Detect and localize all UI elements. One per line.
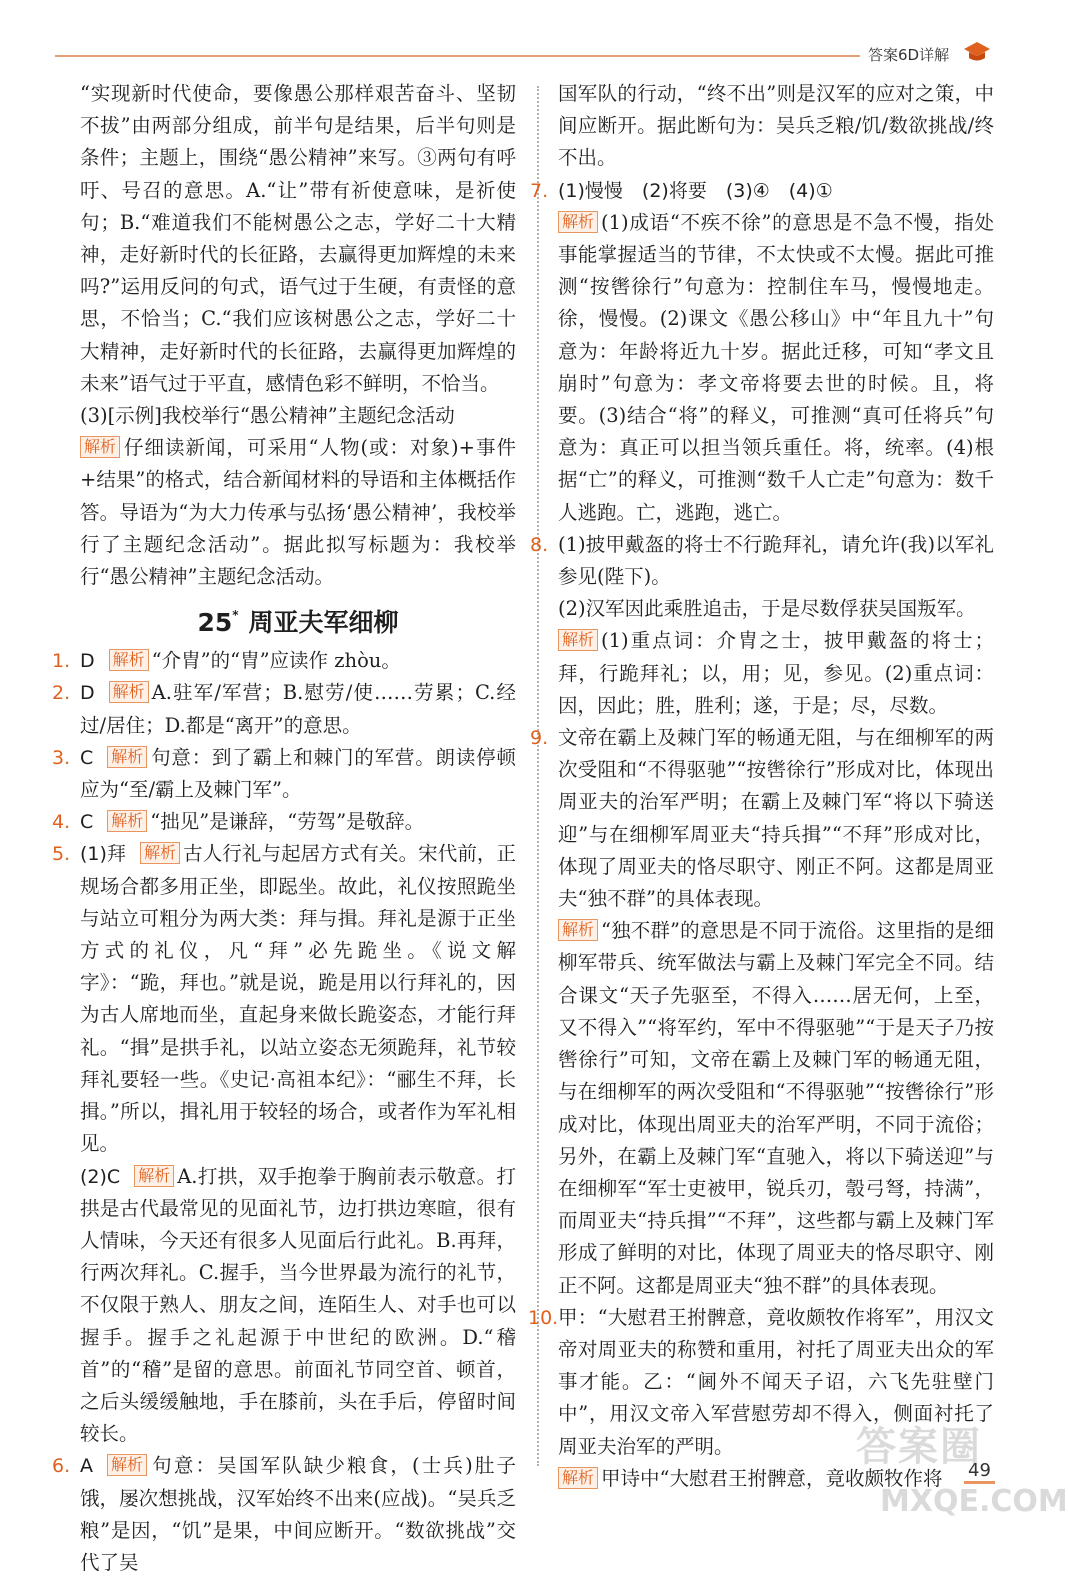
paragraph: 解析 (1)重点词：介胄之士，披甲戴盔的将士；拜，行跪拜礼；以，用；见，参见。(2)重点词：因，因此；胜，胜利；遂，于是；尽，尽数。: [558, 629, 994, 717]
question-5-part-2: (2)C 解析 A.打拱，双手抱拳于胸前表示敬意。打拱是古代最常见的见面礼节，边打拱边寒暄，很有人情味，今天还有很多人见面后行此礼。B.再拜，行两次拜礼。C.握手，当今世界最为流行的礼节，不仅限于熟人、朋友之间，连陌生人、对手也可以握手。握手之礼起源于中世纪的欧洲。D.“稽首”的“稽”是留的意思。前面礼节同空首、顿首，之后头缓缓触地，手在膝前，头在手后，停留时间较长。: [80, 1164, 516, 1446]
analysis-tag: 解析: [107, 810, 147, 832]
header-label: 答案6D详解: [868, 46, 950, 64]
header-rule: [55, 55, 860, 57]
right-column: [528, 78, 994, 1495]
analysis-tag: 解析: [107, 746, 147, 768]
paragraph: 解析 仔细读新闻，可采用“人物(或：对象)+事件+结果”的格式，结合新闻材料的导语和主体概括作答。导语为“为大力传承与弘扬‘愚公精神’，我校举行了主题纪念活动”。据此拟写标题为：我校举行“愚公精神”主题纪念活动。: [80, 436, 516, 589]
lesson-title: [80, 597, 516, 641]
question-6: 6. A 解析 句意：吴国军队缺少粮食，(士兵)肚子饿，屡次想挑战，汉军始终不出来(应战)。“吴兵乏粮”是因，“饥”是果，中间应断开。“数欲挑战”交代了吴: [52, 1454, 516, 1574]
analysis-tag: 解析: [109, 649, 149, 671]
lesson-star: *: [232, 608, 239, 623]
paragraph: 解析 甲诗中“大慰君王拊髀意，竟收颇牧作将: [558, 1463, 994, 1495]
analysis-tag: 解析: [107, 1454, 147, 1476]
lesson-number: 25: [197, 608, 233, 638]
paragraph: (2)汉军因此乘胜追击，于是尽数俘获吴国叛军。: [558, 597, 976, 621]
watermark-url: MXQE.COM: [880, 1484, 1068, 1519]
column-divider: [537, 86, 539, 1466]
question-9: 9. 文帝在霸上及棘门军的畅通无阻，与在细柳军的两次受阻和“不得驱驰”“按辔徐行”形成对比，体现出周亚夫的治军严明；在霸上及棘门军“将以下骑送迎”与在细柳军周亚夫“持兵揖”“不拜”形成对比，体现了周亚夫的恪尽职守、刚正不阿。这都是周亚夫“独不群”的具体表现。: [530, 726, 994, 911]
lesson-name: 周亚夫军细柳: [248, 608, 399, 638]
paragraph: “实现新时代使命，要像愚公那样艰苦奋斗、坚韧不拔”由两部分组成，前半句是结果，后半句则是条件；主题上，围绕“愚公精神”来写。③两句有呼吁、号召的意思。A.“让”带有祈使意味，是祈使句；B.“难道我们不能树愚公之志，学好二十大精神，走好新时代的长征路，去赢得更加辉煌的未来吗?”运用反问的句式，语气过于生硬，有责怪的意思，不恰当；C.“我们应该树愚公之志，学好二十大精神，走好新时代的长征路，去赢得更加辉煌的未来”语气过于平直，感情色彩不鲜明，不恰当。: [80, 82, 516, 395]
paragraph: (3)[示例]我校举行“愚公精神”主题纪念活动: [80, 404, 455, 428]
page-number: 49: [964, 1460, 995, 1484]
question-2: 2. D 解析 A.驻军/军营；B.慰劳/使……劳累；C.经过/居住；D.都是“离开”的意思。: [52, 681, 516, 737]
question-10: 10. 甲：“大慰君王拊髀意，竟收颇牧作将军”，用汉文帝对周亚夫的称赞和重用，衬托了周亚夫出众的军事才能。乙：“阃外不闻天子诏，六飞先驻壁门中”，用汉文帝入军营慰劳却不得入，侧面衬托了周亚夫治军的严明。: [528, 1305, 994, 1458]
question-5: 5. (1)拜 解析 古人行礼与起居方式有关。宋代前，正规场合都多用正坐，即跽坐。故此，礼仪按照跪坐与站立可粗分为两大类：拜与揖。拜礼是源于正坐方式的礼仪，凡“拜”必先跪坐。《说文解字》：“跪，拜也。”就是说，跪是用以行拜礼的，因为古人席地而坐，直起身来做长跪姿态，才能行拜礼。“揖”是拱手礼，以站立姿态无须跪拜，礼节较拜礼要轻一些。《史记·高祖本纪》：“郦生不拜，长揖。”所以，揖礼用于较轻的场合，或者作为军礼相见。: [52, 842, 516, 1156]
analysis-tag: 解析: [134, 1165, 174, 1187]
analysis-tag: 解析: [558, 629, 598, 651]
paragraph: 解析 “独不群”的意思是不同于流俗。这里指的是细柳军带兵、统军做法与霸上及棘门军完全不同。结合课文“天子先驱至，不得入……居无何，上至，又不得入”“将军约，军中不得驱驰”“于是天子乃按辔徐行”可知，文帝在霸上及棘门军的畅通无阻，与在细柳军的两次受阻和“不得驱驰”“按辔徐行”形成对比，体现出周亚夫的治军严明，不同于流俗；另外，在霸上及棘门军“直驰入，将以下骑送迎”与在细柳军“军士吏被甲，锐兵刃，彀弓弩，持满”，而周亚夫“持兵揖”“不拜”，这些都与霸上及棘门军形成了鲜明的对比，体现了周亚夫的恪尽职守、刚正不阿。这都是周亚夫“独不群”的具体表现。: [558, 919, 994, 1297]
question-8: 8. (1)披甲戴盔的将士不行跪拜礼，请允许(我)以军礼参见(陛下)。: [530, 532, 994, 589]
left-column: [52, 78, 516, 1579]
graduation-cap-icon: [963, 40, 991, 66]
analysis-tag: 解析: [558, 211, 598, 233]
question-7: 7. (1)慢慢 (2)将要 (3)④ (4)①: [530, 179, 833, 202]
watermark: 答案圈: [856, 1424, 982, 1470]
analysis-tag: 解析: [140, 842, 180, 864]
analysis-tag: 解析: [558, 1467, 598, 1489]
question-1: 1. D 解析 “介胄”的“胄”应读作 zhòu。: [52, 649, 401, 673]
analysis-tag: 解析: [558, 919, 598, 941]
analysis-tag: 解析: [109, 681, 149, 703]
question-3: 3. C 解析 句意：到了霸上和棘门的军营。朗读停顿应为“至/霸上及棘门军”。: [52, 745, 516, 802]
question-4: 4. C 解析 “拙见”是谦辞，“劳驾”是敬辞。: [52, 810, 425, 834]
paragraph: 国军队的行动，“终不出”则是汉军的应对之策，中间应断开。据此断句为：吴兵乏粮/饥/数欲挑战/终不出。: [558, 82, 994, 170]
paragraph: 解析 (1)成语“不疾不徐”的意思是不急不慢，指处事能掌握适当的节律，不太快或不太慢。据此可推测“按辔徐行”句意为：控制住车马，慢慢地走。徐，慢慢。(2)课文《愚公移山》中“年且九十”句意为：年龄将近九十岁。据此迁移，可知“孝文且崩时”句意为：孝文帝将要去世的时候。且，将要。(3)结合“将”的释义，可推测“真可任将兵”句意为：真正可以担当领兵重任。将，统率。(4)根据“亡”的释义，可推测“数千人亡走”句意为：数千人逃跑。亡，逃跑，逃亡。: [558, 210, 994, 524]
analysis-tag: 解析: [80, 436, 120, 458]
